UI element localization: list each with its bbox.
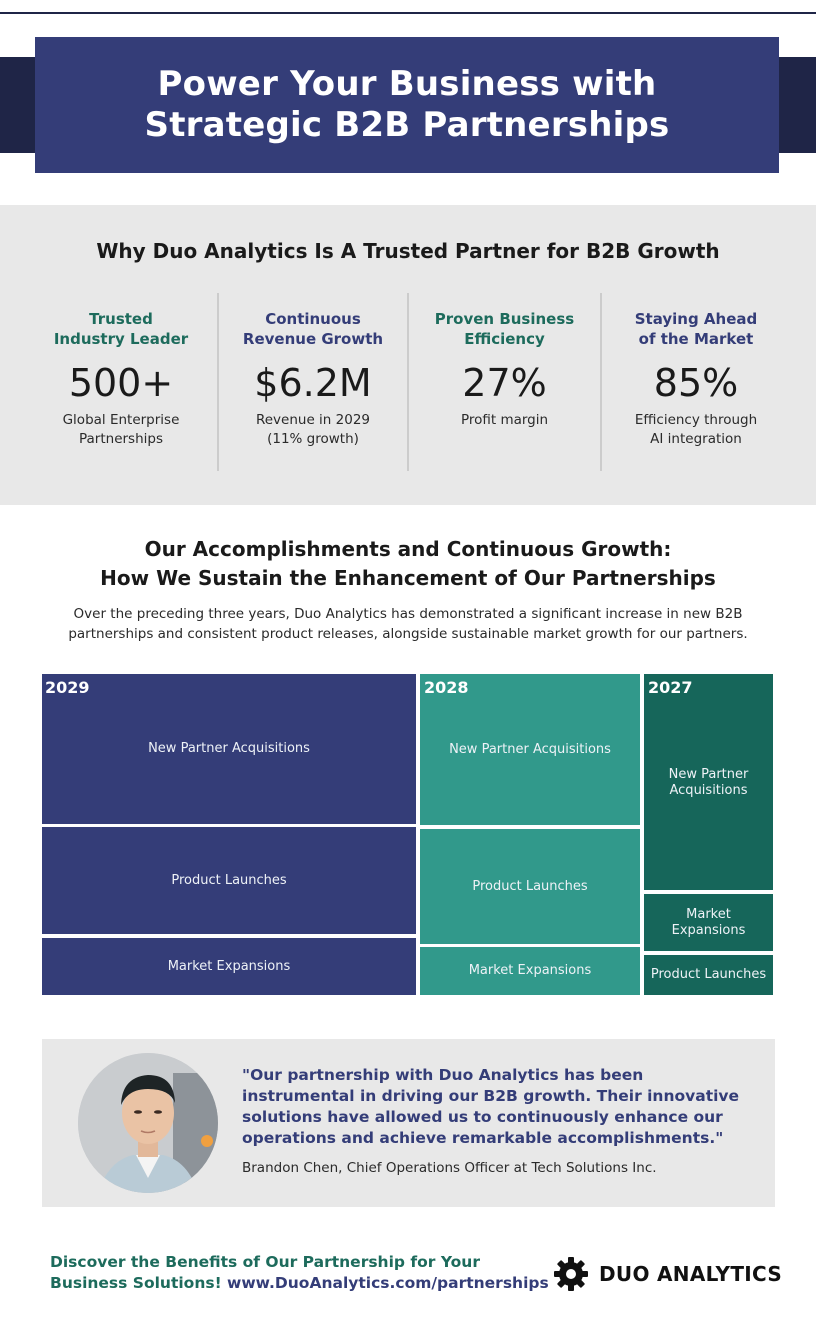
stat-value: 85% (653, 361, 739, 405)
tile-2028-market-expansions: Market Expansions (420, 947, 640, 995)
title-line-1: Power Your Business with (157, 64, 657, 104)
stat-value: 27% (462, 361, 547, 405)
stat-business-efficiency (408, 293, 601, 471)
footer-cta: Discover the Benefits of Our Partnership for Your Business Solutions! www.DuoAnalytics.com/partnerships (50, 1253, 549, 1292)
tile-2029-product-launches: Product Launches (42, 827, 416, 934)
stat-revenue-growth (218, 293, 408, 471)
year-label-2027: 2027 (648, 678, 693, 697)
tile-2027-new-partner-acquisitions: New Partner Acquisitions (644, 674, 773, 890)
year-label-2028: 2028 (424, 678, 469, 697)
stat-title: Trusted Industry Leader (53, 310, 189, 348)
avatar (78, 1053, 218, 1193)
stat-industry-leader (24, 293, 218, 471)
tile-2028-new-partner-acquisitions: New Partner Acquisitions (420, 674, 640, 825)
gear-icon (553, 1256, 589, 1292)
accomplishments-description: Over the preceding three years, Duo Analytics has demonstrated a significant increase in new B2B partnerships and consistent product releases, alongside sustainable market growth for our partners. (68, 606, 748, 642)
stat-caption: Profit margin (460, 412, 549, 428)
stat-caption: Global Enterprise Partnerships (62, 412, 180, 447)
person-photo-icon (78, 1053, 218, 1193)
tile-2027-market-expansions: Market Expansions (644, 894, 773, 951)
stat-value: $6.2M (254, 361, 372, 405)
stat-title: Proven Business Efficiency (434, 310, 575, 348)
testimonial-author: Brandon Chen, Chief Operations Officer at Tech Solutions Inc. (242, 1160, 657, 1176)
year-label-2029: 2029 (45, 678, 90, 697)
brand-logo (553, 1256, 782, 1292)
partnerships-link[interactable]: www.DuoAnalytics.com/partnerships (227, 1274, 549, 1292)
testimonial-card (42, 1039, 775, 1207)
top-rule (0, 12, 816, 14)
page-title (145, 64, 670, 146)
why-heading: Why Duo Analytics Is A Trusted Partner for B2B Growth (96, 239, 720, 263)
tile-2029-new-partner-acquisitions: New Partner Acquisitions (42, 674, 416, 824)
title-line-2: Strategic B2B Partnerships (144, 105, 670, 145)
accomplishments-heading: Our Accomplishments and Continuous Growth: How We Sustain the Enhancement of Our Partnerships (100, 537, 716, 590)
hero-banner (35, 37, 779, 173)
stat-market-ahead (601, 293, 791, 471)
stat-caption: Revenue in 2029 (11% growth) (255, 412, 371, 447)
tile-2029-market-expansions: Market Expansions (42, 938, 416, 995)
stat-title: Staying Ahead of the Market (634, 310, 758, 348)
tile-2027-product-launches: Product Launches (644, 955, 773, 995)
stat-title: Continuous Revenue Growth (242, 310, 384, 348)
testimonial-quote: "Our partnership with Duo Analytics has been instrumental in driving our B2B growth. Their innovative solutions have allowed us to continuously enhance our operations and achieve remarkable accomplishments." (242, 1066, 740, 1147)
brand-name: DUO ANALYTICS (599, 1262, 783, 1286)
why-section (0, 205, 816, 505)
tile-2028-product-launches: Product Launches (420, 829, 640, 944)
stat-caption: Efficiency through AI integration (634, 412, 758, 447)
stat-value: 500+ (68, 361, 174, 405)
